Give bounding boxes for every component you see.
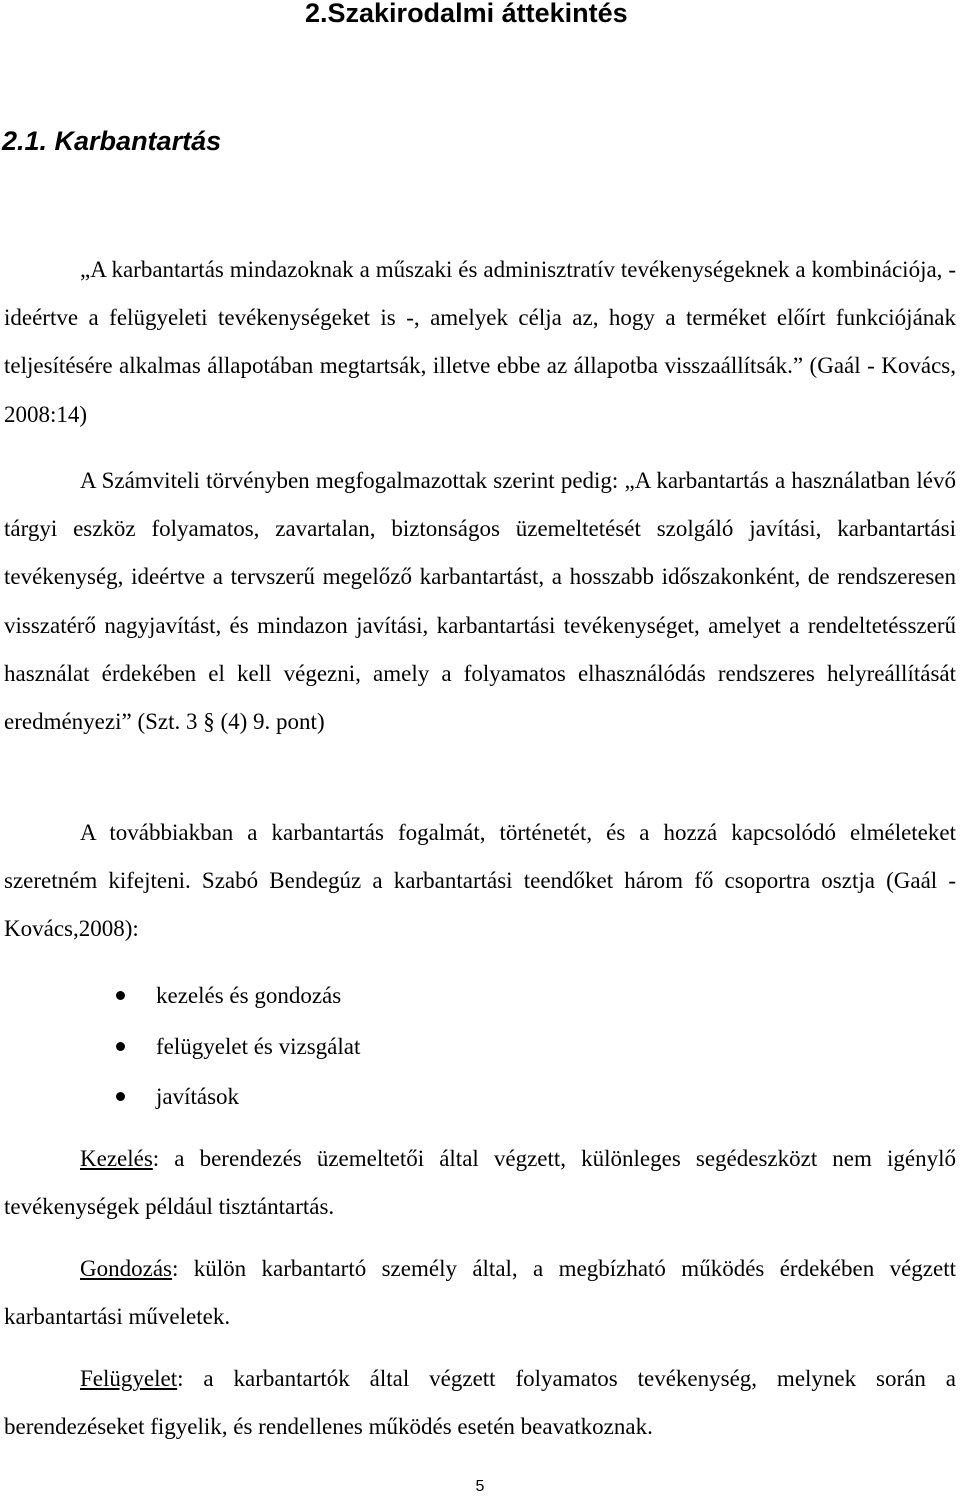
definition-term: Kezelés — [80, 1146, 153, 1171]
definition-term: Felügyelet — [80, 1366, 178, 1391]
quote-text: „A karbantartás mindazoknak a műszaki és adminisztratív tevékenységeknek a kombinációja, - ideértve a felügyeleti tevékenységeket is -, amelyek célja az, hogy a terméket előírt funkciójának teljesítésére alkalmas állapotában megtartsák, illetve ebbe az állapotba visszaállítsák.” — [4, 257, 956, 379]
definition-text: : a karbantartók által végzett folyamatos tevékenység, melynek során a berendezéseket figyelik, és rendellenes működés esetén beavatkoznak. — [4, 1366, 956, 1440]
definition-term: Gondozás — [80, 1256, 172, 1281]
definition-felugyelet — [4, 1355, 956, 1451]
list-item-label: javítások — [156, 1084, 240, 1109]
bullet-icon — [116, 1042, 125, 1051]
list-item — [80, 1072, 360, 1123]
chapter-title: 2.Szakirodalmi áttekintés — [305, 0, 628, 28]
definition-text: : külön karbantartó személy által, a megbízható működés érdekében végzett karbantartási műveletek. — [4, 1256, 956, 1330]
list-item — [80, 971, 360, 1022]
maintenance-groups-list — [80, 971, 360, 1123]
list-item-label: felügyelet és vizsgálat — [156, 1033, 361, 1059]
page-number: 5 — [475, 1478, 485, 1495]
bullet-icon — [116, 991, 125, 1000]
list-item-label: kezelés és gondozás — [156, 983, 342, 1008]
quote-citation: (Gaál - Kovács, 2008:14) — [4, 353, 956, 427]
bullet-icon — [116, 1092, 125, 1101]
definition-gondozas — [4, 1245, 956, 1341]
list-item — [80, 1022, 360, 1073]
definition-kezeles — [4, 1135, 956, 1231]
law-paragraph: A Számviteli törvényben megfogalmazottak szerint pedig: „A karbantartás a használatban lévő tárgyi eszköz folyamatos, zavartalan, biztonságos üzemeltetését szolgáló javítási, karbantartási tevékenység, ideértve a tervszerű megelőző karbantartást, a hosszabb időszakonként, de rendszeresen visszatérő nagyjavítást, és mindazon javítási, karbantartási tevékenységet, amelyet a rendeltetésszerű használat érdekében el kell végezni, amely a folyamatos elhasználódás rendszeres helyreállítását eredményezi” (Szt. 3 § (4) 9. pont) — [4, 468, 956, 735]
further-paragraph: A továbbiakban a karbantartás fogalmát, történetét, és a hozzá kapcsolódó elméleteket szeretném kifejteni. Szabó Bendegúz a karbantartási teendőket három fő csoportra osztja (Gaál - Kovács,2008): — [4, 820, 956, 942]
section-title: 2.1. Karbantartás — [2, 126, 222, 156]
quote-paragraph — [4, 246, 956, 439]
definition-text: : a berendezés üzemeltetői által végzett, különleges segédeszközt nem igénylő tevékenységek például tisztántartás. — [4, 1146, 956, 1220]
